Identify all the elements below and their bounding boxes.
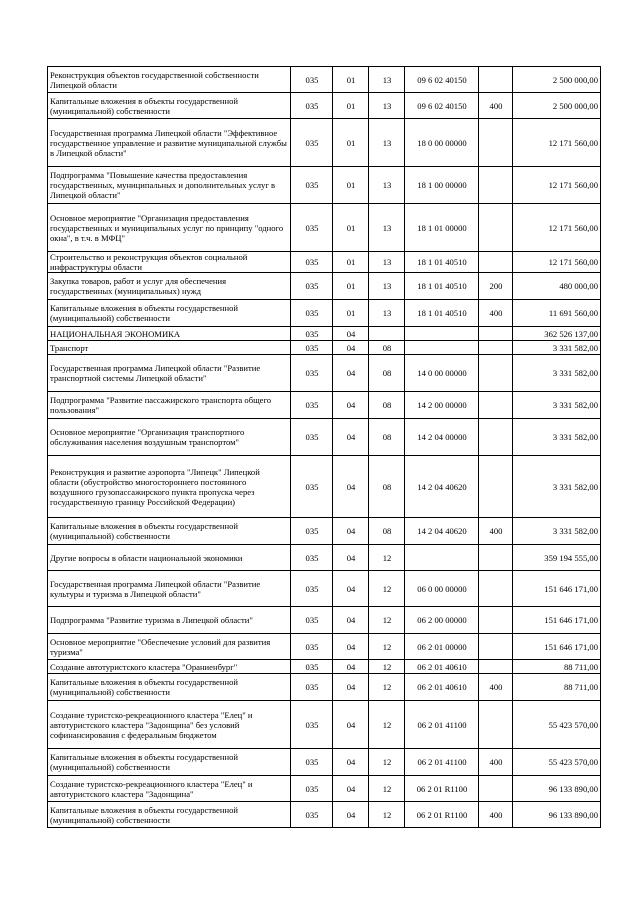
table-cell-name: Государственная программа Липецкой области "Эффективное государственное управление и развитие муниципальной службы в Липецкой области" [48, 119, 291, 167]
table-cell-admin-code: 035 [291, 776, 333, 802]
table-cell-amount: 96 133 890,00 [513, 776, 601, 802]
table-cell-target-article: 18 1 01 00000 [405, 204, 479, 252]
table-row [48, 327, 601, 341]
table-cell-name: Государственная программа Липецкой области "Развитие культуры и туризма в Липецкой области" [48, 571, 291, 607]
table-cell-name: Подпрограмма "Развитие пассажирского транспорта общего пользования" [48, 392, 291, 419]
table-cell-name: Капитальные вложения в объекты государственной (муниципальной) собственности [48, 93, 291, 119]
table-cell-admin-code: 035 [291, 167, 333, 204]
table-row [48, 355, 601, 392]
table-cell-amount: 359 194 555,00 [513, 545, 601, 571]
table-cell-target-article: 06 2 01 00000 [405, 634, 479, 660]
table-cell-amount: 12 171 560,00 [513, 252, 601, 273]
table-cell-amount: 2 500 000,00 [513, 93, 601, 119]
table-cell-section: 04 [333, 518, 369, 545]
table-cell-target-article: 14 2 00 00000 [405, 392, 479, 419]
table-cell-section: 04 [333, 776, 369, 802]
table-cell-name: Подпрограмма "Развитие туризма в Липецкой области" [48, 607, 291, 634]
table-cell-amount: 3 331 582,00 [513, 456, 601, 518]
table-cell-section: 04 [333, 545, 369, 571]
table-row [48, 607, 601, 634]
table-row [48, 341, 601, 355]
table-cell-admin-code: 035 [291, 252, 333, 273]
table-row [48, 300, 601, 327]
table-cell-amount: 151 646 171,00 [513, 571, 601, 607]
table-cell-subsection: 08 [369, 392, 405, 419]
table-cell-name: Создание автотуристского кластера "Ораниенбург" [48, 660, 291, 674]
table-cell-amount: 55 423 570,00 [513, 701, 601, 749]
table-row [48, 776, 601, 802]
table-cell-target-article: 18 1 01 40510 [405, 252, 479, 273]
table-cell-section: 01 [333, 67, 369, 93]
table-cell-expense-type [479, 327, 513, 341]
table-cell-amount: 12 171 560,00 [513, 167, 601, 204]
table-cell-amount: 12 171 560,00 [513, 119, 601, 167]
table-row [48, 701, 601, 749]
table-cell-target-article: 18 0 00 00000 [405, 119, 479, 167]
table-cell-expense-type [479, 660, 513, 674]
table-cell-admin-code: 035 [291, 571, 333, 607]
table-cell-admin-code: 035 [291, 545, 333, 571]
table-cell-amount: 96 133 890,00 [513, 802, 601, 828]
table-cell-name: Капитальные вложения в объекты государственной (муниципальной) собственности [48, 674, 291, 701]
table-cell-section: 04 [333, 634, 369, 660]
table-row [48, 204, 601, 252]
table-cell-target-article: 06 0 00 00000 [405, 571, 479, 607]
table-cell-name: Капитальные вложения в объекты государственной (муниципальной) собственности [48, 749, 291, 776]
table-cell-amount: 362 526 137,00 [513, 327, 601, 341]
table-cell-subsection: 12 [369, 545, 405, 571]
table-cell-name: Строительство и реконструкция объектов социальной инфраструктуры области [48, 252, 291, 273]
table-cell-expense-type: 200 [479, 273, 513, 300]
table-cell-name: Капитальные вложения в объекты государственной (муниципальной) собственности [48, 300, 291, 327]
table-cell-admin-code: 035 [291, 67, 333, 93]
table-cell-name: Реконструкция и развитие аэропорта "Липецк" Липецкой области (обустройство многостороннего постоянного воздушного грузопассажирского пункта пропуска через государственную границу Российской Федерации) [48, 456, 291, 518]
table-cell-expense-type [479, 419, 513, 456]
table-cell-admin-code: 035 [291, 419, 333, 456]
table-cell-admin-code: 035 [291, 392, 333, 419]
table-cell-admin-code: 035 [291, 518, 333, 545]
table-cell-target-article: 06 2 01 40610 [405, 660, 479, 674]
table-cell-expense-type [479, 355, 513, 392]
table-cell-admin-code: 035 [291, 456, 333, 518]
table-cell-target-article: 18 1 01 40510 [405, 273, 479, 300]
table-cell-name: Транспорт [48, 341, 291, 355]
table-cell-section: 01 [333, 300, 369, 327]
table-cell-admin-code: 035 [291, 607, 333, 634]
table-cell-expense-type [479, 701, 513, 749]
table-cell-section: 04 [333, 802, 369, 828]
table-cell-subsection: 08 [369, 518, 405, 545]
table-row [48, 660, 601, 674]
table-row [48, 119, 601, 167]
table-cell-amount: 55 423 570,00 [513, 749, 601, 776]
table-cell-amount: 12 171 560,00 [513, 204, 601, 252]
table-cell-expense-type [479, 167, 513, 204]
table-cell-subsection: 13 [369, 167, 405, 204]
table-cell-subsection: 13 [369, 252, 405, 273]
table-cell-section: 01 [333, 93, 369, 119]
table-cell-target-article: 18 1 01 40510 [405, 300, 479, 327]
table-cell-admin-code: 035 [291, 300, 333, 327]
table-cell-name: Закупка товаров, работ и услуг для обеспечения государственных (муниципальных) нужд [48, 273, 291, 300]
budget-table [47, 66, 601, 828]
table-cell-target-article: 06 2 01 41100 [405, 749, 479, 776]
table-cell-section: 04 [333, 355, 369, 392]
table-cell-admin-code: 035 [291, 93, 333, 119]
table-cell-target-article: 06 2 01 41100 [405, 701, 479, 749]
table-cell-section: 04 [333, 660, 369, 674]
table-row [48, 273, 601, 300]
table-cell-expense-type [479, 341, 513, 355]
table-cell-name: Подпрограмма "Повышение качества предоставления государственных, муниципальных и дополнительных услуг в Липецкой области" [48, 167, 291, 204]
table-cell-expense-type [479, 634, 513, 660]
table-cell-target-article: 14 2 04 40620 [405, 518, 479, 545]
table-cell-section: 04 [333, 341, 369, 355]
table-cell-target-article [405, 327, 479, 341]
table-cell-expense-type [479, 456, 513, 518]
table-cell-name: Основное мероприятие "Организация транспортного обслуживания населения воздушным транспортом" [48, 419, 291, 456]
table-cell-name: Создание туристско-рекреационного кластера "Елец" и автотуристского кластера "Задонщина" [48, 776, 291, 802]
table-cell-expense-type [479, 392, 513, 419]
table-cell-target-article: 06 2 01 R1100 [405, 802, 479, 828]
table-cell-section: 04 [333, 674, 369, 701]
table-body [48, 67, 601, 828]
table-cell-section: 04 [333, 749, 369, 776]
table-cell-expense-type [479, 776, 513, 802]
table-cell-amount: 3 331 582,00 [513, 518, 601, 545]
table-cell-expense-type: 400 [479, 802, 513, 828]
table-cell-section: 01 [333, 252, 369, 273]
table-cell-subsection: 12 [369, 571, 405, 607]
table-cell-expense-type [479, 67, 513, 93]
table-cell-subsection: 13 [369, 119, 405, 167]
table-row [48, 392, 601, 419]
table-row [48, 545, 601, 571]
table-cell-subsection: 12 [369, 607, 405, 634]
table-cell-name: Основное мероприятие "Организация предоставления государственных и муниципальных услуг по принципу "одного окна", в т.ч. в МФЦ" [48, 204, 291, 252]
table-cell-section: 04 [333, 327, 369, 341]
table-cell-subsection [369, 327, 405, 341]
table-cell-subsection: 13 [369, 273, 405, 300]
table-cell-expense-type [479, 545, 513, 571]
table-cell-section: 04 [333, 607, 369, 634]
table-cell-subsection: 12 [369, 634, 405, 660]
table-cell-target-article: 09 6 02 40150 [405, 67, 479, 93]
table-cell-target-article [405, 545, 479, 571]
table-row [48, 634, 601, 660]
table-cell-admin-code: 035 [291, 749, 333, 776]
table-cell-subsection: 08 [369, 419, 405, 456]
table-cell-subsection: 08 [369, 341, 405, 355]
table-cell-subsection: 13 [369, 300, 405, 327]
table-cell-subsection: 13 [369, 67, 405, 93]
table-cell-target-article: 06 2 01 R1100 [405, 776, 479, 802]
table-cell-subsection: 13 [369, 93, 405, 119]
table-cell-section: 04 [333, 456, 369, 518]
table-cell-section: 04 [333, 701, 369, 749]
table-cell-admin-code: 035 [291, 327, 333, 341]
table-cell-target-article: 06 2 01 40610 [405, 674, 479, 701]
table-cell-name: Капитальные вложения в объекты государственной (муниципальной) собственности [48, 518, 291, 545]
table-cell-admin-code: 035 [291, 660, 333, 674]
table-cell-admin-code: 035 [291, 674, 333, 701]
table-cell-amount: 11 691 560,00 [513, 300, 601, 327]
table-cell-amount: 3 331 582,00 [513, 355, 601, 392]
table-cell-expense-type [479, 571, 513, 607]
table-row [48, 802, 601, 828]
table-cell-admin-code: 035 [291, 701, 333, 749]
table-cell-expense-type: 400 [479, 518, 513, 545]
table-cell-admin-code: 035 [291, 119, 333, 167]
table-cell-section: 01 [333, 204, 369, 252]
table-cell-admin-code: 035 [291, 355, 333, 392]
table-cell-admin-code: 035 [291, 204, 333, 252]
table-cell-name: Другие вопросы в области национальной экономики [48, 545, 291, 571]
table-cell-amount: 151 646 171,00 [513, 634, 601, 660]
table-cell-subsection: 12 [369, 701, 405, 749]
table-cell-subsection: 08 [369, 355, 405, 392]
table-cell-amount: 2 500 000,00 [513, 67, 601, 93]
table-row [48, 518, 601, 545]
table-cell-section: 04 [333, 571, 369, 607]
table-cell-expense-type [479, 204, 513, 252]
table-cell-target-article: 18 1 00 00000 [405, 167, 479, 204]
table-cell-name: Основное мероприятие "Обеспечение условий для развития туризма" [48, 634, 291, 660]
table-cell-target-article: 14 2 04 40620 [405, 456, 479, 518]
table-cell-expense-type: 400 [479, 93, 513, 119]
table-row [48, 749, 601, 776]
table-cell-name: Капитальные вложения в объекты государственной (муниципальной) собственности [48, 802, 291, 828]
table-row [48, 252, 601, 273]
table-cell-section: 01 [333, 119, 369, 167]
table-cell-amount: 151 646 171,00 [513, 607, 601, 634]
table-cell-admin-code: 035 [291, 634, 333, 660]
table-cell-expense-type [479, 252, 513, 273]
table-cell-expense-type: 400 [479, 300, 513, 327]
table-row [48, 419, 601, 456]
table-cell-amount: 480 000,00 [513, 273, 601, 300]
table-cell-subsection: 12 [369, 776, 405, 802]
table-cell-amount: 88 711,00 [513, 660, 601, 674]
table-cell-amount: 88 711,00 [513, 674, 601, 701]
table-row [48, 167, 601, 204]
table-cell-target-article: 14 0 00 00000 [405, 355, 479, 392]
table-row [48, 674, 601, 701]
table-cell-amount: 3 331 582,00 [513, 419, 601, 456]
table-cell-name: НАЦИОНАЛЬНАЯ ЭКОНОМИКА [48, 327, 291, 341]
table-cell-expense-type: 400 [479, 749, 513, 776]
table-row [48, 67, 601, 93]
table-cell-admin-code: 035 [291, 273, 333, 300]
table-cell-subsection: 12 [369, 660, 405, 674]
table-cell-target-article: 14 2 04 00000 [405, 419, 479, 456]
table-cell-section: 01 [333, 273, 369, 300]
table-cell-target-article [405, 341, 479, 355]
table-cell-target-article: 06 2 00 00000 [405, 607, 479, 634]
table-cell-name: Государственная программа Липецкой области "Развитие транспортной системы Липецкой области" [48, 355, 291, 392]
table-row [48, 571, 601, 607]
table-cell-name: Реконструкция объектов государственной собственности Липецкой области [48, 67, 291, 93]
table-cell-section: 01 [333, 167, 369, 204]
table-cell-expense-type [479, 119, 513, 167]
table-row [48, 93, 601, 119]
table-cell-subsection: 12 [369, 674, 405, 701]
table-cell-section: 04 [333, 419, 369, 456]
table-cell-expense-type [479, 607, 513, 634]
table-cell-subsection: 12 [369, 749, 405, 776]
table-row [48, 456, 601, 518]
table-cell-target-article: 09 6 02 40150 [405, 93, 479, 119]
table-cell-section: 04 [333, 392, 369, 419]
table-cell-admin-code: 035 [291, 341, 333, 355]
table-cell-subsection: 08 [369, 456, 405, 518]
table-cell-amount: 3 331 582,00 [513, 392, 601, 419]
table-cell-admin-code: 035 [291, 802, 333, 828]
table-cell-expense-type: 400 [479, 674, 513, 701]
table-cell-subsection: 12 [369, 802, 405, 828]
table-cell-name: Создание туристско-рекреационного кластера "Елец" и автотуристского кластера "Задонщина" без условий софинансирования с федеральным бюджетом [48, 701, 291, 749]
table-cell-amount: 3 331 582,00 [513, 341, 601, 355]
table-cell-subsection: 13 [369, 204, 405, 252]
